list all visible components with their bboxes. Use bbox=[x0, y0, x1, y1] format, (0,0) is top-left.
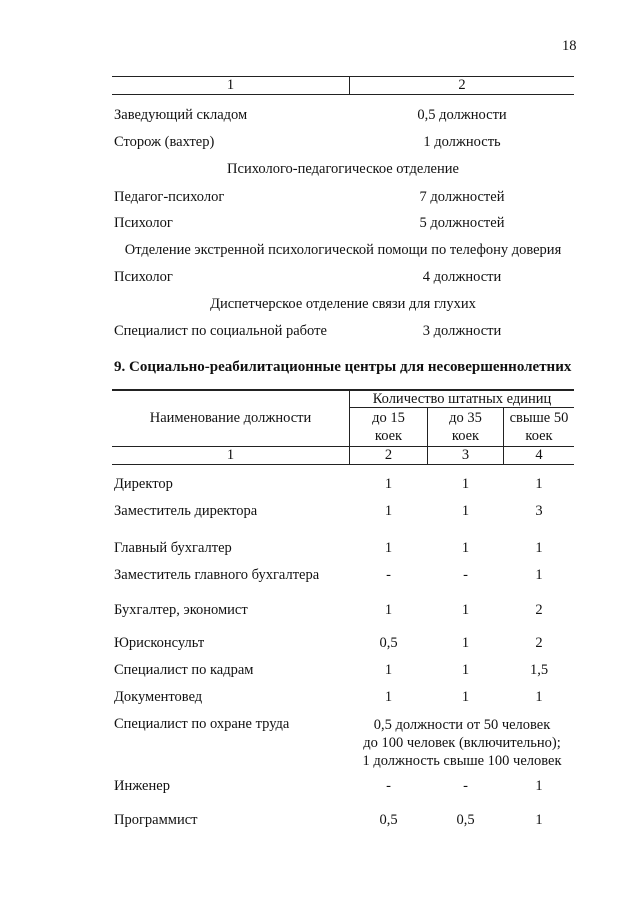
sub-header-line: до 15 bbox=[372, 410, 405, 426]
value-up-to-15: - bbox=[386, 567, 391, 583]
value-over-50: 1 bbox=[535, 567, 543, 583]
col-group-header-staff-units: Количество штатных единиц bbox=[372, 391, 552, 407]
top-row-value: 4 должности bbox=[422, 269, 502, 285]
top-row-value: 0,5 должности bbox=[417, 107, 507, 123]
value-over-50: 1 bbox=[535, 476, 543, 492]
top-section-title: Отделение экстренной психологической помощи по телефону доверия bbox=[124, 242, 562, 258]
value-up-to-15: 1 bbox=[384, 476, 393, 492]
position-name: Юрисконсульт bbox=[114, 635, 205, 651]
top-row-value: 3 должности bbox=[422, 323, 502, 339]
sub-header-up-to-35 bbox=[428, 409, 503, 445]
merged-value-cell bbox=[350, 716, 574, 770]
column-number: 2 bbox=[384, 447, 393, 463]
merged-value-line: 0,5 должности от 50 человек bbox=[373, 717, 551, 733]
value-up-to-15: 1 bbox=[384, 540, 393, 556]
position-name: Программист bbox=[114, 812, 198, 828]
section-heading: 9. Социально-реабилитационные центры для несовершеннолетних bbox=[114, 359, 572, 375]
top-row-name: Сторож (вахтер) bbox=[114, 134, 215, 150]
position-name: Заместитель главного бухгалтера bbox=[114, 567, 320, 583]
position-name: Специалист по охране труда bbox=[114, 716, 290, 732]
column-number: 1 bbox=[226, 447, 235, 463]
value-up-to-35: - bbox=[463, 567, 468, 583]
value-up-to-35: 1 bbox=[461, 476, 470, 492]
top-row-name: Заведующий складом bbox=[114, 107, 248, 123]
top-row-value: 5 должностей bbox=[419, 215, 505, 231]
main-table-numbers-bottom-border bbox=[112, 464, 574, 465]
value-up-to-15: 0,5 bbox=[379, 812, 398, 828]
top-section-title: Психолого-педагогическое отделение bbox=[227, 161, 459, 177]
value-up-to-35: 1 bbox=[461, 635, 470, 651]
position-name: Документовед bbox=[114, 689, 203, 705]
sub-header-line: коек bbox=[374, 428, 403, 445]
col-header-position-name: Наименование должности bbox=[149, 410, 312, 426]
position-name: Бухгалтер, экономист bbox=[114, 602, 248, 618]
position-name: Заместитель директора bbox=[114, 503, 258, 519]
merged-value-line: 1 должность свыше 100 человек bbox=[362, 753, 562, 770]
value-up-to-35: 1 bbox=[461, 540, 470, 556]
sub-header-line: свыше 50 bbox=[509, 410, 569, 426]
value-up-to-15: - bbox=[386, 778, 391, 794]
top-row-name: Специалист по социальной работе bbox=[114, 323, 327, 339]
value-over-50: 2 bbox=[535, 602, 543, 618]
top-row-value: 7 должностей bbox=[419, 189, 505, 205]
value-up-to-15: 1 bbox=[384, 689, 393, 705]
column-number: 3 bbox=[461, 447, 470, 463]
sub-header-line: коек bbox=[451, 428, 480, 445]
value-over-50: 1 bbox=[535, 812, 543, 828]
position-name: Инженер bbox=[114, 778, 170, 794]
value-up-to-15: 1 bbox=[384, 503, 393, 519]
value-over-50: 3 bbox=[535, 503, 543, 519]
value-over-50: 1 bbox=[535, 689, 543, 705]
value-over-50: 2 bbox=[535, 635, 543, 651]
top-section-title: Диспетчерское отделение связи для глухих bbox=[210, 296, 476, 312]
value-over-50: 1 bbox=[535, 778, 543, 794]
value-over-50: 1,5 bbox=[529, 662, 549, 678]
position-name: Главный бухгалтер bbox=[114, 540, 232, 556]
top-table-col2-number: 2 bbox=[458, 77, 466, 93]
value-over-50: 1 bbox=[535, 540, 543, 556]
top-table-col1-number: 1 bbox=[226, 77, 235, 93]
value-up-to-35: 1 bbox=[461, 602, 470, 618]
top-row-name: Психолог bbox=[114, 269, 173, 285]
column-number: 4 bbox=[535, 447, 543, 463]
position-name: Специалист по кадрам bbox=[114, 662, 254, 678]
page-number: 18 bbox=[562, 38, 577, 54]
top-row-value: 1 должность bbox=[423, 134, 501, 150]
value-up-to-35: 0,5 bbox=[456, 812, 475, 828]
sub-header-over-50 bbox=[504, 409, 574, 445]
sub-header-line: коек bbox=[525, 428, 553, 445]
value-up-to-15: 1 bbox=[384, 602, 393, 618]
merged-value-line: до 100 человек (включительно); bbox=[363, 735, 561, 752]
position-name: Директор bbox=[114, 476, 173, 492]
sub-header-line: до 35 bbox=[449, 410, 482, 426]
top-row-name: Педагог-психолог bbox=[114, 189, 225, 205]
value-up-to-35: 1 bbox=[461, 662, 470, 678]
sub-header-up-to-15 bbox=[350, 409, 427, 445]
value-up-to-35: 1 bbox=[461, 503, 470, 519]
top-row-name: Психолог bbox=[114, 215, 173, 231]
value-up-to-35: - bbox=[463, 778, 468, 794]
value-up-to-15: 0,5 bbox=[379, 635, 398, 651]
top-table-header-bottom-border bbox=[112, 94, 574, 95]
value-up-to-15: 1 bbox=[384, 662, 393, 678]
value-up-to-35: 1 bbox=[461, 689, 470, 705]
